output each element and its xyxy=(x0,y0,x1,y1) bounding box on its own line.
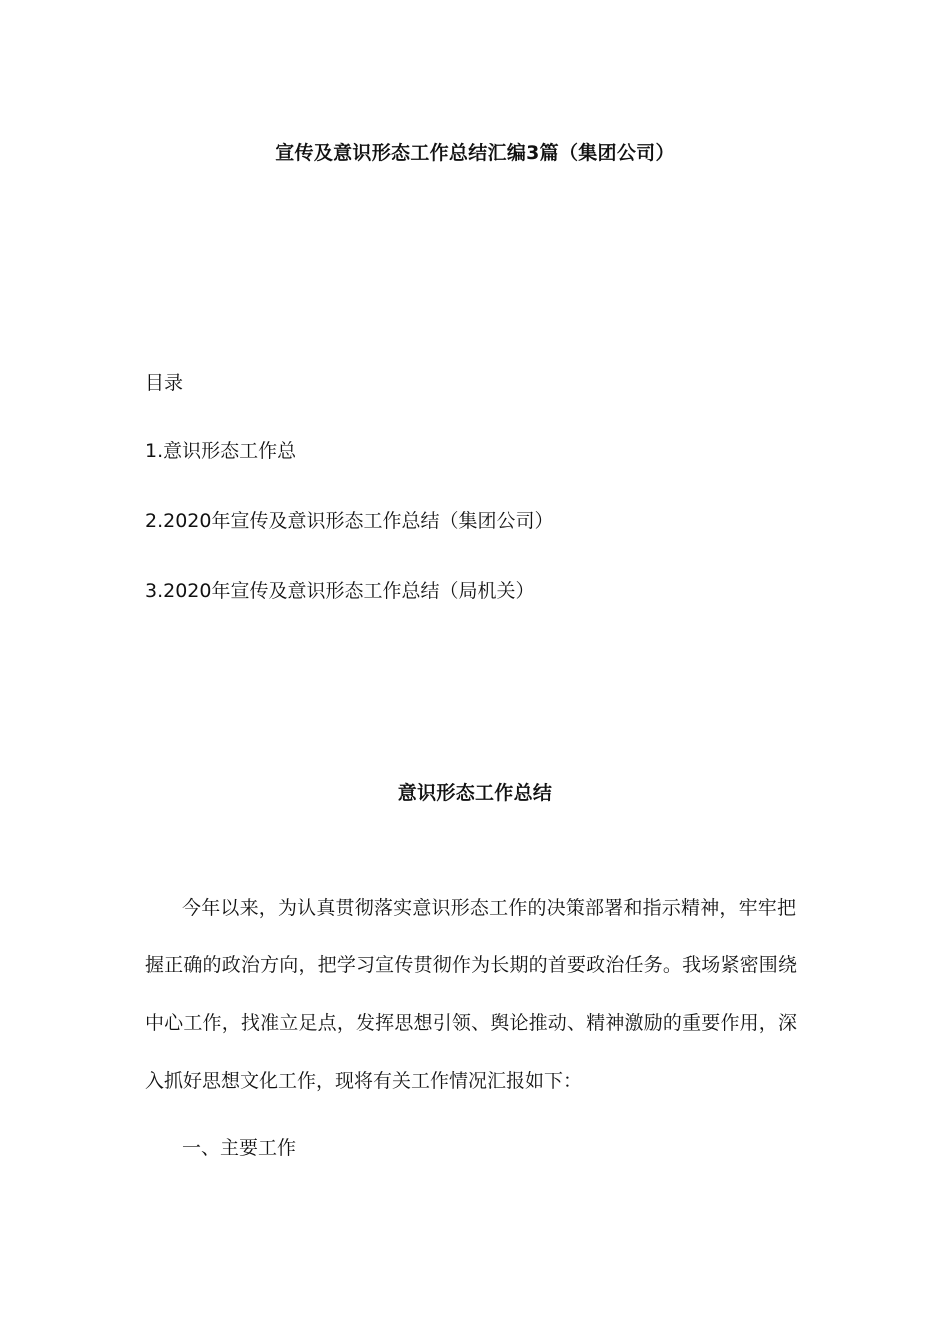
section-title: 意识形态工作总结 xyxy=(397,782,553,804)
paragraph-line-2: 握正确的政治方向，把学习宣传贯彻作为长期的首要政治任务。我场紧密围绕 xyxy=(145,954,797,976)
document-title: 宣传及意识形态工作总结汇编3篇（集团公司） xyxy=(275,142,675,164)
toc-item-3: 3.2020年宣传及意识形态工作总结（局机关） xyxy=(145,580,535,602)
paragraph-line-4: 入抓好思想文化工作，现将有关工作情况汇报如下： xyxy=(145,1070,583,1092)
toc-heading: 目录 xyxy=(145,372,184,394)
paragraph-line-3: 中心工作，找准立足点，发挥思想引领、舆论推动、精神激励的重要作用，深 xyxy=(145,1012,797,1034)
paragraph-line-1: 今年以来，为认真贯彻落实意识形态工作的决策部署和指示精神，牢牢把 xyxy=(182,897,796,919)
section-subheading: 一、主要工作 xyxy=(182,1137,297,1159)
toc-item-2: 2.2020年宣传及意识形态工作总结（集团公司） xyxy=(145,510,554,532)
toc-item-1: 1.意识形态工作总 xyxy=(145,440,297,462)
